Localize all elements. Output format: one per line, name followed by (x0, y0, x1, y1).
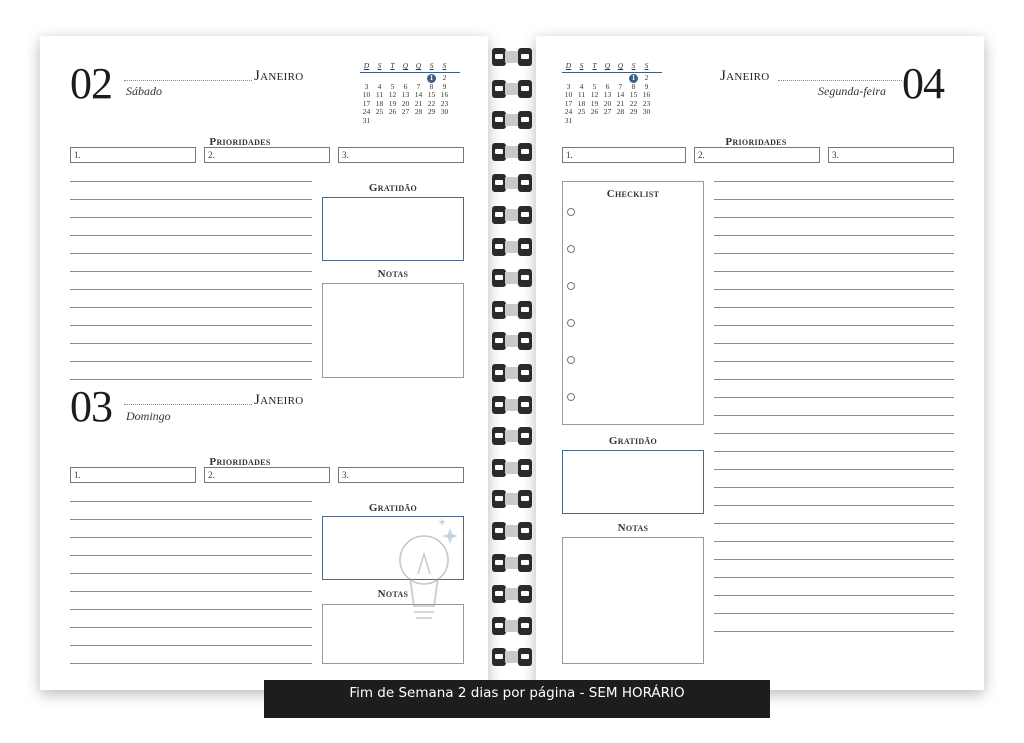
calendar-day (601, 117, 614, 126)
calendar-day[interactable]: 20 (603, 98, 612, 108)
month-label: Janeiro (254, 392, 304, 408)
writing-line[interactable] (714, 307, 954, 308)
calendar-day[interactable]: 27 (603, 107, 612, 116)
spiral-coil-icon (492, 301, 532, 319)
writing-line[interactable] (714, 343, 954, 344)
calendar-grid (360, 74, 464, 126)
writing-line[interactable] (70, 645, 312, 646)
calendar-day (575, 117, 588, 126)
spiral-coil-icon (492, 174, 532, 192)
calendar-day[interactable]: 5 (390, 81, 395, 91)
calendar-day[interactable]: 15 (427, 90, 436, 99)
calendar-weekday: S (631, 61, 636, 70)
calendar-day[interactable]: 2 (442, 72, 447, 82)
writing-line[interactable] (70, 199, 312, 200)
spiral-coil-icon (492, 490, 532, 508)
writing-line[interactable] (714, 415, 954, 416)
calendar-day[interactable]: 3 (364, 81, 369, 91)
calendar-day[interactable]: 12 (388, 90, 397, 99)
calendar-day[interactable]: 21 (616, 98, 625, 108)
calendar-day[interactable]: 17 (362, 98, 371, 108)
writing-line[interactable] (70, 253, 312, 254)
spiral-coil-icon (492, 364, 532, 382)
header-dotted-line (124, 80, 252, 81)
notes-title: Notas (377, 588, 409, 600)
weekday-label: Domingo (126, 409, 171, 423)
gratitude-box[interactable] (322, 197, 464, 261)
writing-line[interactable] (714, 469, 954, 470)
priorities-title: Prioridades (209, 456, 271, 468)
mini-calendar (360, 62, 464, 125)
writing-line[interactable] (714, 397, 954, 398)
writing-line[interactable] (714, 235, 954, 236)
writing-line[interactable] (714, 217, 954, 218)
spiral-coil-icon (492, 269, 532, 287)
calendar-weekday: Q (617, 61, 624, 70)
writing-line[interactable] (70, 501, 312, 502)
header-dotted-line (778, 80, 902, 81)
checklist-item-bullet[interactable] (567, 208, 575, 216)
calendar-day[interactable]: 4 (579, 81, 584, 91)
writing-line[interactable] (714, 451, 954, 452)
calendar-day[interactable]: 3 (566, 81, 571, 91)
spiral-coil-icon (492, 585, 532, 603)
calendar-weekday: D (565, 61, 572, 70)
calendar-day[interactable]: 16 (642, 90, 651, 99)
calendar-day[interactable]: 25 (375, 107, 384, 116)
spiral-coil-icon (492, 522, 532, 540)
calendar-day (640, 117, 653, 126)
writing-line[interactable] (70, 379, 312, 380)
writing-line[interactable] (70, 289, 312, 290)
priorities-title: Prioridades (725, 136, 787, 148)
calendar-day[interactable]: 15 (629, 90, 638, 99)
writing-lines (714, 181, 954, 632)
writing-line[interactable] (714, 595, 954, 596)
writing-line[interactable] (70, 217, 312, 218)
writing-line[interactable] (714, 361, 954, 362)
spiral-coil-icon (492, 396, 532, 414)
calendar-week-row (360, 117, 464, 126)
priority-field-3[interactable]: 3. (338, 467, 464, 483)
priority-field-1[interactable]: 1. (70, 467, 196, 483)
calendar-day[interactable]: 31 (362, 115, 371, 125)
mini-calendar (562, 62, 666, 125)
header-dotted-line (124, 404, 252, 405)
writing-lines (70, 501, 312, 664)
writing-line[interactable] (714, 271, 954, 272)
writing-line[interactable] (70, 573, 312, 574)
calendar-day (438, 117, 451, 126)
priority-field-3[interactable]: 3. (338, 147, 464, 163)
calendar-weekday: S (442, 61, 447, 70)
day-number: 02 (70, 59, 112, 108)
writing-line[interactable] (714, 487, 954, 488)
calendar-day (412, 117, 425, 126)
calendar-weekday: T (592, 61, 597, 70)
spiral-binding (486, 40, 538, 690)
calendar-day[interactable]: 6 (403, 81, 408, 91)
spiral-coil-icon (492, 111, 532, 129)
calendar-day[interactable]: 7 (618, 81, 623, 91)
notes-box[interactable] (562, 537, 704, 664)
gratitude-title: Gratidão (368, 502, 418, 514)
calendar-day[interactable]: 20 (401, 98, 410, 108)
calendar-weekday: Q (402, 61, 409, 70)
spiral-coil-icon (492, 48, 532, 66)
calendar-day[interactable]: 9 (644, 81, 649, 91)
planner-page-right (536, 36, 984, 690)
checklist-item-bullet[interactable] (567, 245, 575, 253)
calendar-day[interactable]: 12 (590, 90, 599, 99)
writing-line[interactable] (714, 613, 954, 614)
calendar-day[interactable]: 29 (427, 107, 436, 116)
writing-line[interactable] (714, 577, 954, 578)
calendar-day[interactable]: 14 (616, 90, 625, 99)
calendar-day[interactable]: 25 (577, 107, 586, 116)
priority-field-3[interactable]: 3. (828, 147, 954, 163)
calendar-day[interactable]: 1 (627, 74, 640, 83)
writing-line[interactable] (70, 627, 312, 628)
calendar-day[interactable]: 10 (362, 90, 371, 99)
day-number: 03 (70, 382, 112, 431)
gratitude-box[interactable] (562, 450, 704, 514)
spiral-coil-icon (492, 206, 532, 224)
calendar-day[interactable]: 1 (425, 74, 438, 83)
calendar-day[interactable]: 7 (416, 81, 421, 91)
calendar-day[interactable]: 11 (375, 90, 384, 99)
writing-line[interactable] (70, 609, 312, 610)
writing-line[interactable] (714, 631, 954, 632)
calendar-weekday: T (390, 61, 395, 70)
month-label: Janeiro (254, 68, 304, 84)
calendar-day[interactable]: 23 (642, 98, 651, 108)
planner-page-left (40, 36, 488, 690)
day-number: 04 (902, 59, 944, 108)
calendar-week-row (562, 74, 666, 83)
spiral-coil-icon (492, 554, 532, 572)
spiral-coil-icon (492, 332, 532, 350)
calendar-day[interactable]: 31 (564, 115, 573, 125)
calendar-day[interactable]: 19 (590, 98, 599, 108)
priority-field-2[interactable]: 2. (204, 147, 330, 163)
calendar-day (425, 117, 438, 126)
calendar-day[interactable]: 10 (564, 90, 573, 99)
calendar-day[interactable]: 14 (414, 90, 423, 99)
calendar-day[interactable]: 18 (375, 98, 384, 108)
calendar-weekday: Q (604, 61, 611, 70)
calendar-day (386, 117, 399, 126)
calendar-weekday-row (562, 62, 666, 71)
calendar-day[interactable]: 22 (629, 98, 638, 108)
calendar-day[interactable]: 2 (644, 72, 649, 82)
notes-title: Notas (377, 268, 409, 280)
calendar-week-row (562, 108, 666, 117)
calendar-day[interactable]: 29 (629, 107, 638, 116)
calendar-day[interactable]: 24 (564, 107, 573, 116)
writing-lines (70, 181, 312, 380)
calendar-day[interactable]: 17 (564, 98, 573, 108)
writing-line[interactable] (714, 523, 954, 524)
calendar-day[interactable]: 11 (577, 90, 586, 99)
calendar-day[interactable]: 6 (605, 81, 610, 91)
calendar-day[interactable]: 30 (642, 107, 651, 116)
calendar-day[interactable]: 8 (429, 81, 434, 91)
priorities-title: Prioridades (209, 136, 271, 148)
writing-line[interactable] (714, 541, 954, 542)
calendar-day[interactable]: 9 (442, 81, 447, 91)
writing-line[interactable] (714, 181, 954, 182)
calendar-weekday: S (377, 61, 382, 70)
calendar-grid (562, 74, 666, 126)
calendar-day[interactable]: 5 (592, 81, 597, 91)
writing-line[interactable] (70, 271, 312, 272)
writing-line[interactable] (70, 343, 312, 344)
calendar-weekday: S (579, 61, 584, 70)
writing-line[interactable] (70, 307, 312, 308)
checklist-box (562, 181, 704, 425)
calendar-day[interactable]: 13 (603, 90, 612, 99)
spiral-coil-icon (492, 427, 532, 445)
calendar-day[interactable]: 18 (577, 98, 586, 108)
calendar-day[interactable]: 28 (414, 107, 423, 116)
writing-line[interactable] (714, 289, 954, 290)
month-label: Janeiro (720, 68, 770, 84)
lightbulb-watermark-icon (388, 514, 470, 634)
notes-box[interactable] (322, 283, 464, 378)
writing-line[interactable] (714, 199, 954, 200)
writing-line[interactable] (714, 325, 954, 326)
writing-line[interactable] (70, 555, 312, 556)
priority-field-1[interactable]: 1. (562, 147, 686, 163)
spiral-coil-icon (492, 143, 532, 161)
calendar-weekday: S (429, 61, 434, 70)
writing-line[interactable] (70, 591, 312, 592)
writing-line[interactable] (714, 433, 954, 434)
calendar-week-row (360, 108, 464, 117)
weekday-label: Segunda-feira (818, 84, 886, 98)
calendar-day (588, 117, 601, 126)
writing-line[interactable] (714, 559, 954, 560)
writing-line[interactable] (70, 181, 312, 182)
calendar-day[interactable]: 24 (362, 107, 371, 116)
calendar-day[interactable]: 4 (377, 81, 382, 91)
calendar-day[interactable]: 13 (401, 90, 410, 99)
priority-field-2[interactable]: 2. (204, 467, 330, 483)
calendar-day[interactable]: 26 (590, 107, 599, 116)
calendar-weekday: S (644, 61, 649, 70)
spiral-coil-icon (492, 238, 532, 256)
calendar-day[interactable]: 26 (388, 107, 397, 116)
writing-line[interactable] (70, 361, 312, 362)
spiral-coil-icon (492, 459, 532, 477)
calendar-day (373, 117, 386, 126)
priority-field-2[interactable]: 2. (694, 147, 820, 163)
checklist-item-bullet[interactable] (567, 282, 575, 290)
checklist-title: Checklist (606, 188, 660, 200)
gratitude-title: Gratidão (608, 435, 658, 447)
writing-line[interactable] (70, 325, 312, 326)
calendar-week-row (360, 74, 464, 83)
calendar-day (399, 117, 412, 126)
spiral-coil-icon (492, 617, 532, 635)
calendar-day[interactable]: 28 (616, 107, 625, 116)
writing-line[interactable] (70, 519, 312, 520)
checklist-item-bullet[interactable] (567, 319, 575, 327)
writing-line[interactable] (714, 253, 954, 254)
writing-line[interactable] (70, 537, 312, 538)
caption-banner: Fim de Semana 2 dias por página - SEM HORÁRIO (264, 680, 770, 718)
calendar-day[interactable]: 27 (401, 107, 410, 116)
gratitude-title: Gratidão (368, 182, 418, 194)
calendar-day[interactable]: 21 (414, 98, 423, 108)
checklist-item-bullet[interactable] (567, 393, 575, 401)
calendar-day[interactable]: 16 (440, 90, 449, 99)
writing-line[interactable] (70, 663, 312, 664)
checklist-item-bullet[interactable] (567, 356, 575, 364)
writing-line[interactable] (714, 379, 954, 380)
calendar-day[interactable]: 19 (388, 98, 397, 108)
spiral-coil-icon (492, 80, 532, 98)
calendar-week-row (562, 117, 666, 126)
notes-title: Notas (617, 522, 649, 534)
calendar-day[interactable]: 30 (440, 107, 449, 116)
calendar-day[interactable]: 23 (440, 98, 449, 108)
calendar-day (614, 117, 627, 126)
calendar-weekday: Q (415, 61, 422, 70)
calendar-weekday-row (360, 62, 464, 71)
weekday-label: Sábado (126, 84, 162, 98)
calendar-day[interactable]: 8 (631, 81, 636, 91)
writing-line[interactable] (714, 505, 954, 506)
writing-line[interactable] (70, 235, 312, 236)
calendar-day (627, 117, 640, 126)
calendar-day[interactable]: 22 (427, 98, 436, 108)
calendar-weekday: D (363, 61, 370, 70)
priority-field-1[interactable]: 1. (70, 147, 196, 163)
spiral-coil-icon (492, 648, 532, 666)
